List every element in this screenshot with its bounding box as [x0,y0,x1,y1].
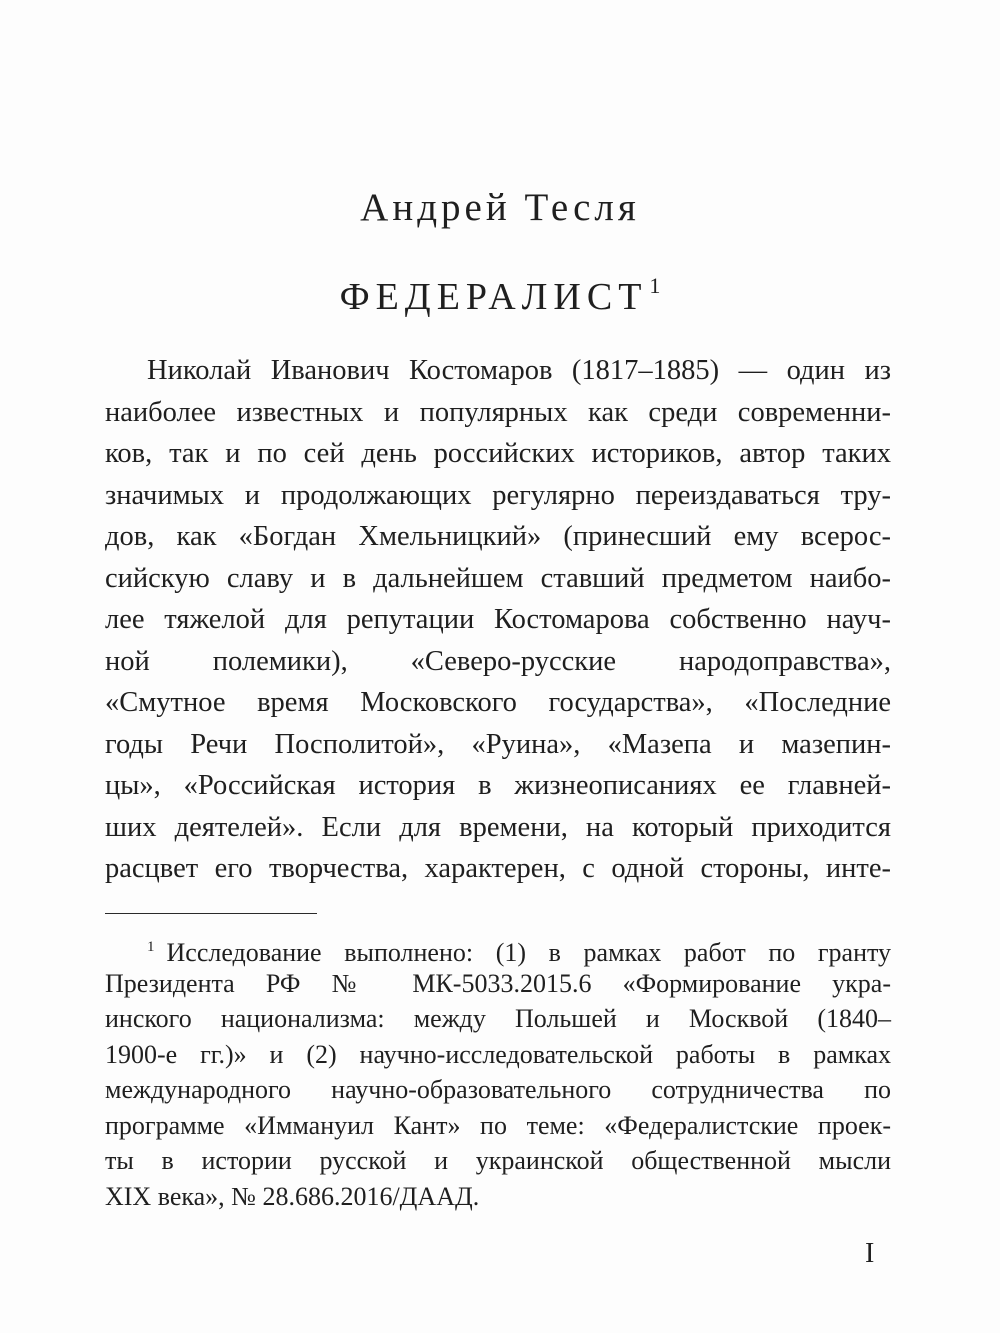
footnote-line [105,930,891,966]
body-line: дов, как «Богдан Хмельницкий» (принесший ему всерос- [105,521,891,552]
footnote-marker: 1 [147,939,155,955]
body-line: лее тяжелой для репутации Костомарова собственно науч- [105,604,891,635]
footnote-line-text: Исследование выполнено: (1) в рамках работ по гранту [166,938,891,967]
body-line: ной полемики), «Северо-русские народоправства», [105,645,891,677]
chapter-title-text: ФЕДЕРАЛИСТ [339,276,648,318]
chapter-title [0,261,1000,322]
author-name: Андрей Тесля [360,186,640,229]
body-line: Николай Иванович Костомаров (1817–1885) — один из [147,355,891,386]
footnote-line: международного научно-образовательного сотрудничества по [105,1075,891,1104]
body-line: ших деятелей». Если для времени, на который приходится [105,811,891,843]
footnote-line: ты в истории русской и украинской общественной мысли [105,1146,891,1175]
body-paragraph [105,350,891,890]
body-line: годы Речи Посполитой», «Руина», «Мазепа и мазепин- [105,728,891,760]
body-line: расцвет его творчества, характерен, с одной стороны, инте- [105,853,891,884]
footnote-line: Президента РФ № МК-5033.2015.6 «Формирование укра- [105,968,891,998]
footnote [105,930,891,1214]
body-line: ков, так и по сей день российских историков, автор таких [105,438,891,469]
body-line: цы», «Российская история в жизнеописаниях ее главней- [105,770,891,801]
title-footnote-marker: 1 [649,273,661,298]
body-line: «Смутное время Московского государства», «Последние [105,687,891,718]
footnote-line: инского национализма: между Польшей и Москвой (1840– [105,1004,891,1033]
page-number: I [865,1238,875,1269]
footnote-line: 1900-е гг.)» и (2) научно-исследовательской работы в рамках [105,1039,891,1069]
footnote-line: XIX века», № 28.686.2016/ДААД. [105,1181,480,1211]
body-line: значимых и продолжающих регулярно переиздаваться тру- [105,479,891,511]
footnote-line: программе «Иммануил Кант» по теме: «Федералистские проек- [105,1110,891,1140]
body-line: наиболее известных и популярных как среди современни- [105,396,891,428]
body-line: сийскую славу и в дальнейшем ставший предметом наибо- [105,562,891,594]
footnote-divider [105,913,317,914]
